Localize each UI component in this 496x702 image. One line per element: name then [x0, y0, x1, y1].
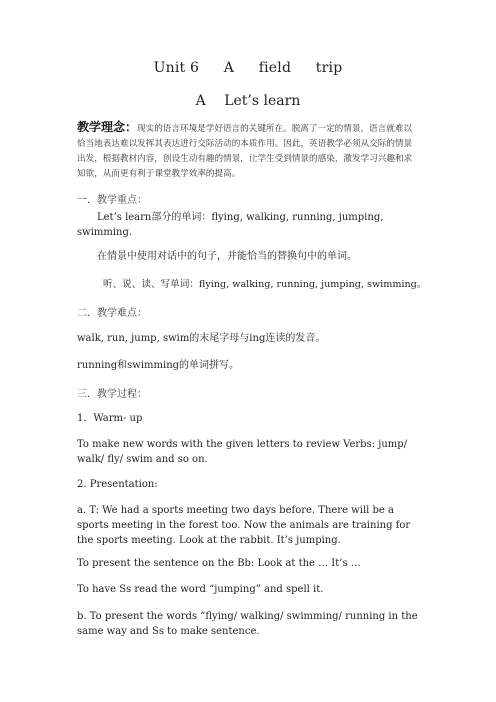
key-point-skills: 听、说、读、写单词：flying, walking, running, jumping, swimming。 [103, 279, 427, 290]
section-key-points: 一．教学重点： [77, 195, 147, 206]
presentation-a: a. T: We had a sports meeting two days before. There will be a sports meeting in the forest too. Now the animals are training for the sports meeting. Look at the rabbit. It’s jumping. [77, 505, 411, 546]
philosophy-label: 教学理念： [77, 120, 138, 134]
section-difficulties: 二．教学难点： [77, 308, 147, 319]
key-point-dialogue: 在情景中使用对话中的句子，并能恰当的替换句中的单词。 [97, 251, 357, 262]
lesson-title [0, 60, 496, 76]
warm-up-text: To make new words with the given letters to review Verbs: jump/ walk/ fly/ swim and so on. [77, 439, 408, 465]
presentation-sentence: To present the sentence on the Bb: Look at the … It’s … [77, 558, 361, 569]
difficulty-spelling: running和swimming的单词拼写。 [77, 360, 240, 371]
section-process: 三．教学过程： [77, 389, 147, 400]
teaching-philosophy [77, 120, 417, 182]
step-warm-up: 1．Warm- up [77, 413, 143, 424]
difficulty-pronunciation: walk, run, jump, swim的末尾字母与ing连读的发音。 [77, 333, 326, 344]
lesson-subtitle [0, 93, 496, 109]
subtitle-name: Let’s learn [224, 93, 301, 109]
title-trip: trip [315, 60, 343, 76]
title-unit: Unit 6 [153, 60, 200, 76]
title-field: field [258, 60, 292, 76]
presentation-read: To have Ss read the word “jumping” and spell it. [77, 584, 324, 595]
title-part-a: A [223, 60, 235, 76]
subtitle-part: A [195, 93, 206, 109]
key-point-words: Let’s learn部分的单词：flying, walking, running, jumping, swimming. [77, 212, 384, 238]
step-presentation: 2. Presentation: [77, 479, 158, 490]
presentation-b: b. To present the words “flying/ walking/ swimming/ running in the same way and Ss to make sentence. [77, 611, 418, 637]
philosophy-text: 现实的语言环境是学好语言的关键所在。脱离了一定的情景，语言就难以恰当地表达难以发挥其表达进行交际活动的本质作用。因此，英语教学必须从交际的情景出发，根据教材内容，创设生动有趣的情景，让学生受到情景的感染，激发学习兴趣和求知欲，从而更有利于课堂教学效率的提高。 [77, 124, 413, 179]
